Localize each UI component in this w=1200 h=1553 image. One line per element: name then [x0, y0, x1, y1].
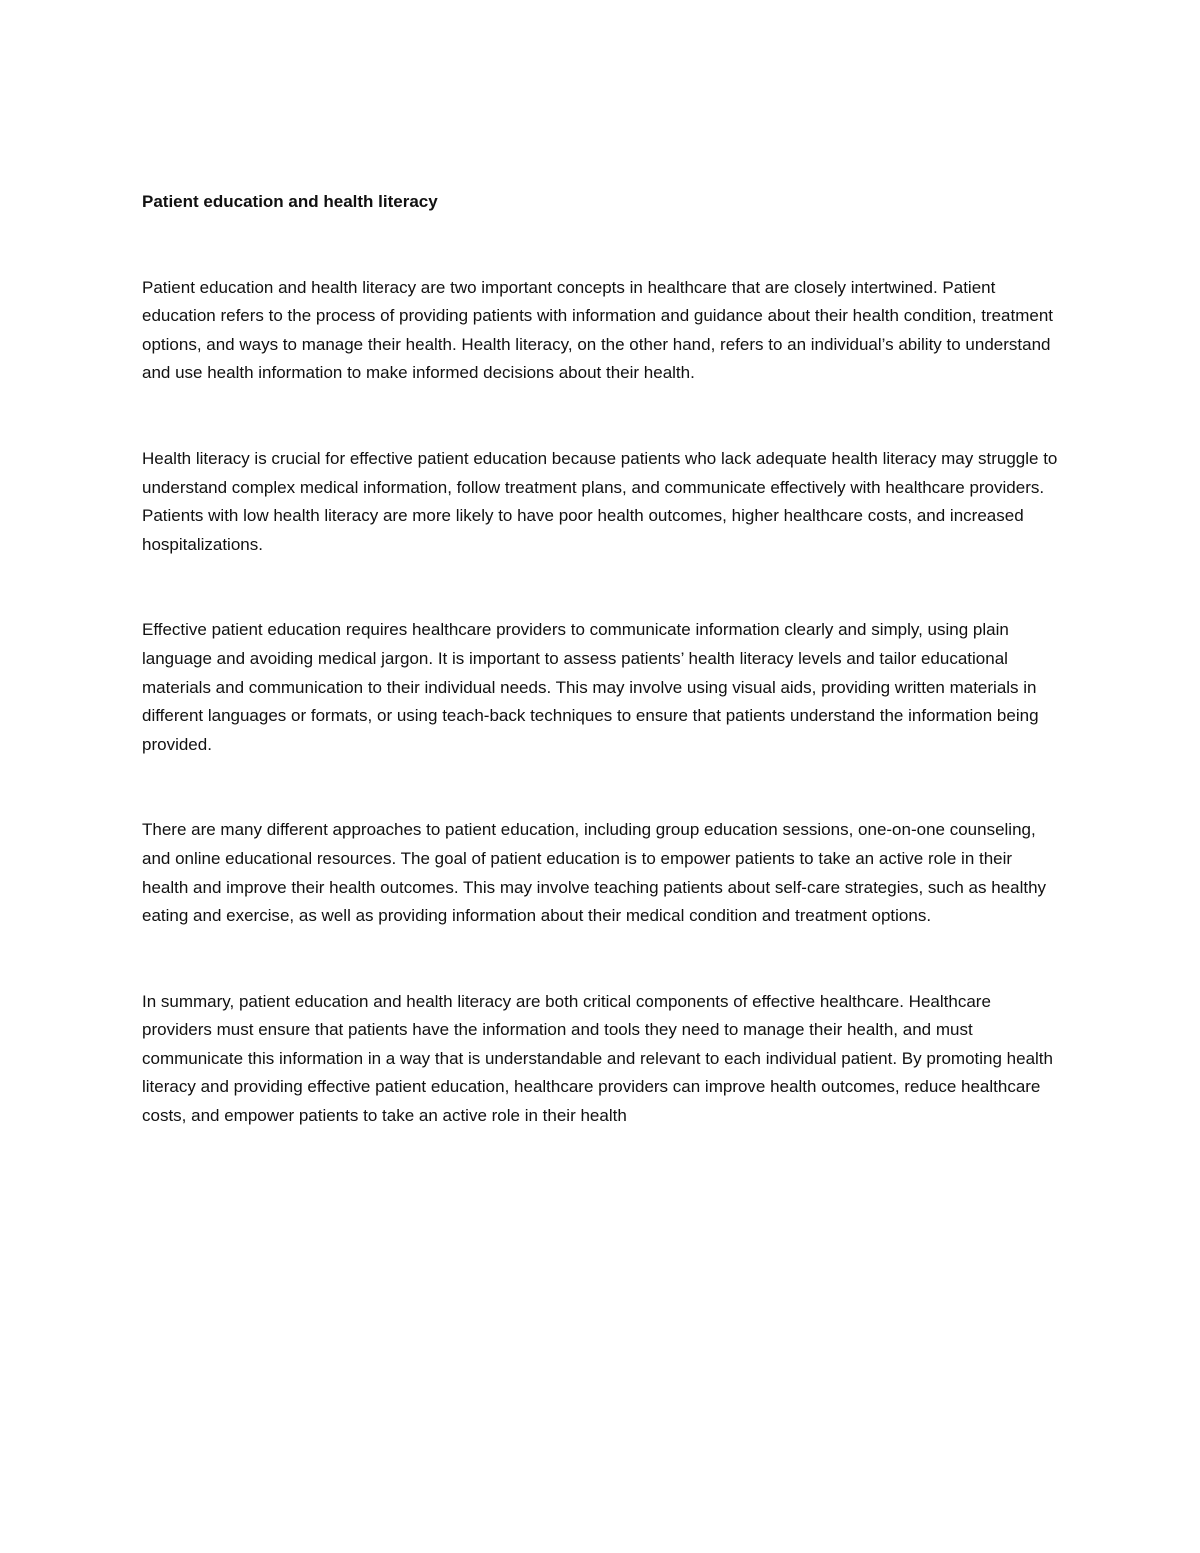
paragraph-health-literacy-importance: Health literacy is crucial for effective patient education because patients who lack adequate health literacy may struggle to understand complex medical information, follow treatment plans, and communicate effectively with healthcare providers. Patients with low health literacy are more likely to have poor health outcomes, higher healthcare costs, and increased hospitalizations. [142, 448, 1058, 554]
paragraph-effective-education: Effective patient education requires healthcare providers to communicate information clearly and simply, using plain language and avoiding medical jargon. It is important to assess patients’ health literacy levels and tailor educational materials and communication to their individual needs. This may involve using visual aids, providing written materials in different languages or formats, or using teach-back techniques to ensure that patients understand the information being provided. [142, 620, 1039, 754]
document-body [142, 188, 1062, 1131]
paragraph-summary: In summary, patient education and health literacy are both critical components of effective healthcare. Healthcare providers must ensure that patients have the information and tools they need to manage their health, and must communicate this information in a way that is understandable and relevant to each individual patient. By promoting health literacy and providing effective patient education, healthcare providers can improve health outcomes, reduce healthcare costs, and empower patients to take an active role in their health [142, 991, 1053, 1126]
document-title: Patient education and health literacy [142, 192, 438, 211]
title-spacing [142, 217, 1062, 274]
paragraph-approaches: There are many different approaches to patient education, including group education sessions, one-on-one counseling, and online educational resources. The goal of patient education is to empower patients to take an active role in their health and improve their health outcomes. This may involve teaching patients about self-care strategies, such as healthy eating and exercise, as well as providing information about their medical condition and treatment options. [142, 820, 1047, 926]
paragraph-definitions: Patient education and health literacy are two important concepts in healthcare that are closely intertwined. Patient education refers to the process of providing patients with information and guidance about their health condition, treatment options, and ways to manage their health. Health literacy, on the other hand, refers to an individual’s ability to understand and use health information to make informed decisions about their health. [142, 277, 1054, 383]
